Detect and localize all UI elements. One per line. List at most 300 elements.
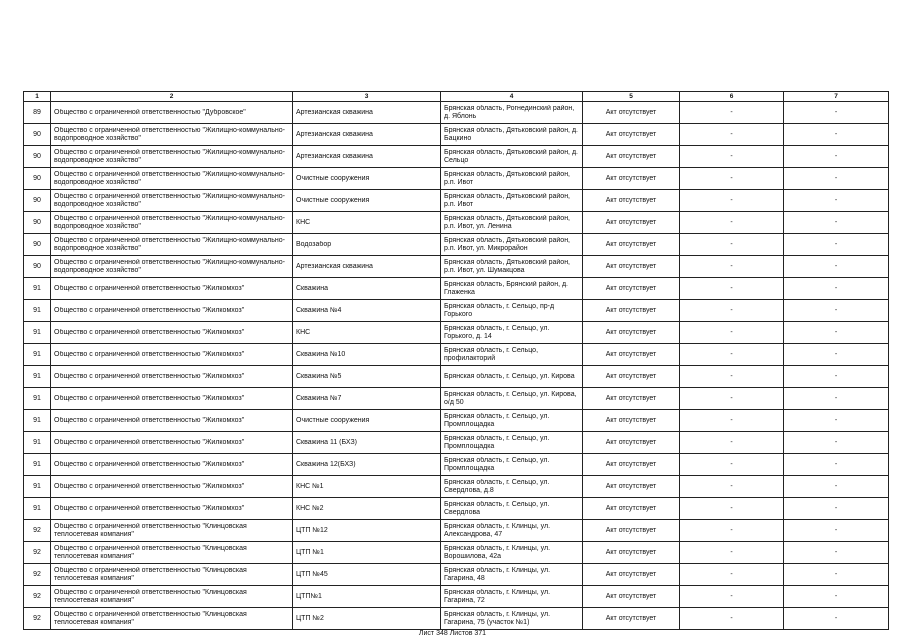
organization-name: Общество с ограниченной ответственностью "Жилкомхоз" (54, 438, 245, 446)
organization-name: Общество с ограниченной ответственностью "Жилищно-коммунально-водопроводное хозяйство" (54, 192, 285, 208)
object-name: КНС №1 (296, 482, 324, 490)
column-6-value-cell (680, 410, 784, 432)
act-status-cell (583, 388, 680, 410)
row-number-cell (24, 300, 51, 322)
organization-name-cell (51, 168, 293, 190)
column-7-value: - (834, 350, 838, 358)
object-address-cell (441, 520, 583, 542)
organization-name: Общество с ограниченной ответственностью "Клинцовская теплосетевая компания" (54, 588, 247, 604)
organization-name: Общество с ограниченной ответственностью "Дубровское" (54, 108, 246, 116)
row-number-cell (24, 564, 51, 586)
object-name: Артезианская скважина (296, 130, 373, 138)
object-name: Скважина (296, 284, 329, 292)
column-7-value: - (834, 482, 838, 490)
object-address: Брянская область, г. Сельцо, ул. Кирова, о/д 50 (444, 390, 577, 406)
organization-name: Общество с ограниченной ответственностью "Жилкомхоз" (54, 372, 245, 380)
row-number-cell (24, 256, 51, 278)
row-number-cell (24, 344, 51, 366)
column-6-value: - (730, 108, 733, 116)
column-6-value-cell (680, 564, 784, 586)
table-row (24, 366, 889, 388)
act-status-cell (583, 212, 680, 234)
column-header-5: 5 (583, 92, 680, 102)
table-row (24, 256, 889, 278)
table-body (24, 102, 889, 630)
table-row (24, 124, 889, 146)
header-row (24, 92, 889, 102)
row-number: 91 (33, 350, 41, 358)
object-name-cell (293, 564, 441, 586)
object-address-cell (441, 366, 583, 388)
object-address: Брянская область, г. Сельцо, профилакторий (444, 346, 539, 362)
organization-name-cell (51, 564, 293, 586)
object-address-cell (441, 168, 583, 190)
column-6-value: - (730, 504, 733, 512)
act-status: Акт отсутствует (605, 284, 657, 292)
act-status-cell (583, 432, 680, 454)
organization-name: Общество с ограниченной ответственностью "Жилкомхоз" (54, 504, 245, 512)
act-status-cell (583, 564, 680, 586)
act-status-cell (583, 344, 680, 366)
table-row (24, 476, 889, 498)
organization-name: Общество с ограниченной ответственностью "Жилищно-коммунально-водопроводное хозяйство" (54, 214, 285, 230)
organization-name-cell (51, 300, 293, 322)
object-address-cell (441, 212, 583, 234)
object-address: Брянская область, Дятьковский район, р.п. Ивот, ул. Ленина (444, 214, 571, 230)
object-name: Очистные сооружения (296, 416, 370, 424)
organization-name: Общество с ограниченной ответственностью "Жилкомхоз" (54, 482, 245, 490)
column-6-value: - (730, 284, 733, 292)
column-7-value-cell (784, 234, 889, 256)
object-name-cell (293, 344, 441, 366)
object-name: КНС №2 (296, 504, 324, 512)
organization-name-cell (51, 344, 293, 366)
row-number-cell (24, 432, 51, 454)
column-7-value: - (834, 504, 838, 512)
act-status: Акт отсутствует (605, 262, 657, 270)
row-number: 91 (33, 306, 41, 314)
object-name: КНС (296, 218, 311, 226)
object-name-cell (293, 498, 441, 520)
table-row (24, 234, 889, 256)
object-name: ЦТП №12 (296, 526, 328, 534)
organization-name-cell (51, 256, 293, 278)
act-status-cell (583, 608, 680, 630)
column-6-value: - (730, 152, 733, 160)
organization-name: Общество с ограниченной ответственностью "Жилкомхоз" (54, 306, 245, 314)
act-status: Акт отсутствует (605, 416, 657, 424)
organization-name-cell (51, 586, 293, 608)
act-status-cell (583, 234, 680, 256)
object-name-cell (293, 432, 441, 454)
column-7-value-cell (784, 322, 889, 344)
organization-name-cell (51, 388, 293, 410)
act-status-cell (583, 586, 680, 608)
column-7-value-cell (784, 278, 889, 300)
column-7-value-cell (784, 344, 889, 366)
act-status-cell (583, 476, 680, 498)
table-row (24, 322, 889, 344)
row-number: 90 (33, 130, 41, 138)
column-7-value-cell (784, 608, 889, 630)
object-address: Брянская область, г. Сельцо, ул. Кирова (444, 372, 575, 380)
column-6-value-cell (680, 300, 784, 322)
column-6-value-cell (680, 542, 784, 564)
row-number-cell (24, 190, 51, 212)
object-address: Брянская область, г. Клинцы, ул. Ворошилова, 42а (444, 544, 551, 560)
object-name: Очистные сооружения (296, 174, 370, 182)
organization-name-cell (51, 102, 293, 124)
act-status-cell (583, 102, 680, 124)
object-name: ЦТП №2 (296, 614, 324, 622)
column-6-value: - (730, 482, 733, 490)
column-7-value: - (834, 526, 838, 534)
organization-name-cell (51, 520, 293, 542)
column-6-value: - (730, 306, 733, 314)
row-number-cell (24, 102, 51, 124)
object-address: Брянская область, Брянский район, д. Глаженка (444, 280, 568, 296)
object-name: Скважина №10 (296, 350, 346, 358)
row-number-cell (24, 124, 51, 146)
column-6-value-cell (680, 432, 784, 454)
object-address: Брянская область, г. Сельцо, пр-д Горького (444, 302, 555, 318)
row-number-cell (24, 542, 51, 564)
column-7-value: - (834, 306, 838, 314)
column-7-value: - (834, 416, 838, 424)
object-address-cell (441, 300, 583, 322)
act-status-cell (583, 322, 680, 344)
object-name-cell (293, 520, 441, 542)
row-number-cell (24, 498, 51, 520)
row-number-cell (24, 278, 51, 300)
column-6-value: - (730, 614, 733, 622)
column-6-value-cell (680, 212, 784, 234)
act-status-cell (583, 366, 680, 388)
organization-name-cell (51, 234, 293, 256)
organization-name-cell (51, 454, 293, 476)
organization-name-cell (51, 278, 293, 300)
table-row (24, 454, 889, 476)
row-number: 91 (33, 438, 41, 446)
column-7-value: - (834, 592, 838, 600)
object-address-cell (441, 586, 583, 608)
row-number: 91 (33, 460, 41, 468)
column-6-value: - (730, 592, 733, 600)
column-6-value: - (730, 262, 733, 270)
column-7-value: - (834, 240, 838, 248)
column-7-value-cell (784, 586, 889, 608)
object-name-cell (293, 256, 441, 278)
column-7-value-cell (784, 542, 889, 564)
table-row (24, 498, 889, 520)
organization-name-cell (51, 190, 293, 212)
organization-name-cell (51, 322, 293, 344)
row-number: 92 (33, 548, 41, 556)
object-address-cell (441, 454, 583, 476)
organization-name: Общество с ограниченной ответственностью "Жилкомхоз" (54, 460, 245, 468)
row-number: 91 (33, 482, 41, 490)
act-status-cell (583, 410, 680, 432)
column-7-value: - (834, 394, 838, 402)
object-name: Очистные сооружения (296, 196, 370, 204)
column-7-value: - (834, 262, 838, 270)
object-name: Скважина 11 (БХЗ) (296, 438, 358, 446)
table-row (24, 542, 889, 564)
object-address: Брянская область, г. Клинцы, ул. Гагарина, 75 (участок №1) (444, 610, 551, 626)
object-address: Брянская область, г. Сельцо, ул. Промплощадка (444, 412, 550, 428)
table-row (24, 586, 889, 608)
column-6-value-cell (680, 278, 784, 300)
object-address: Брянская область, Дятьковский район, д. Бацкино (444, 126, 578, 142)
row-number: 90 (33, 152, 41, 160)
organization-name-cell (51, 432, 293, 454)
table-row (24, 190, 889, 212)
object-name: Артезианская скважина (296, 152, 373, 160)
column-7-value-cell (784, 454, 889, 476)
column-6-value: - (730, 240, 733, 248)
object-address: Брянская область, Дятьковский район, р.п. Ивот, ул. Шумакцова (444, 258, 571, 274)
act-status: Акт отсутствует (605, 394, 657, 402)
act-status: Акт отсутствует (605, 306, 657, 314)
object-address: Брянская область, г. Клинцы, ул. Александрова, 47 (444, 522, 551, 538)
object-address: Брянская область, г. Сельцо, ул. Промплощадка (444, 456, 550, 472)
act-status-cell (583, 124, 680, 146)
column-6-value: - (730, 394, 733, 402)
column-6-value-cell (680, 498, 784, 520)
row-number-cell (24, 608, 51, 630)
organization-name: Общество с ограниченной ответственностью "Клинцовская теплосетевая компания" (54, 544, 247, 560)
object-name: Скважина 12(БХЗ) (296, 460, 356, 468)
object-address-cell (441, 542, 583, 564)
row-number-cell (24, 586, 51, 608)
column-6-value-cell (680, 190, 784, 212)
object-address: Брянская область, г. Клинцы, ул. Гагарина, 72 (444, 588, 551, 604)
column-7-value-cell (784, 432, 889, 454)
act-status: Акт отсутствует (605, 482, 657, 490)
column-7-value-cell (784, 212, 889, 234)
column-header-3: 3 (293, 92, 441, 102)
row-number-cell (24, 388, 51, 410)
row-number: 90 (33, 196, 41, 204)
table-row (24, 146, 889, 168)
row-number: 91 (33, 416, 41, 424)
organization-name: Общество с ограниченной ответственностью "Жилкомхоз" (54, 350, 245, 358)
column-6-value: - (730, 372, 733, 380)
object-address: Брянская область, Дятьковский район, р.п. Ивот (444, 192, 571, 208)
column-6-value-cell (680, 234, 784, 256)
object-address-cell (441, 322, 583, 344)
column-7-value: - (834, 218, 838, 226)
object-address: Брянская область, Дятьковский район, р.п. Ивот, ул. Микрорайон (444, 236, 571, 252)
object-address-cell (441, 278, 583, 300)
column-7-value: - (834, 460, 838, 468)
column-6-value-cell (680, 388, 784, 410)
column-7-value-cell (784, 124, 889, 146)
organization-name: Общество с ограниченной ответственностью "Жилкомхоз" (54, 416, 245, 424)
act-status-cell (583, 256, 680, 278)
act-status: Акт отсутствует (605, 460, 657, 468)
column-7-value: - (834, 372, 838, 380)
row-number: 91 (33, 372, 41, 380)
column-7-value-cell (784, 476, 889, 498)
column-6-value: - (730, 174, 733, 182)
object-name: Артезианская скважина (296, 108, 373, 116)
organization-name: Общество с ограниченной ответственностью "Клинцовская теплосетевая компания" (54, 522, 247, 538)
organization-name: Общество с ограниченной ответственностью "Жилкомхоз" (54, 284, 245, 292)
object-address-cell (441, 608, 583, 630)
column-7-value-cell (784, 146, 889, 168)
organization-name: Общество с ограниченной ответственностью "Жилищно-коммунально-водопроводное хозяйство" (54, 126, 285, 142)
column-6-value-cell (680, 366, 784, 388)
column-6-value-cell (680, 168, 784, 190)
row-number-cell (24, 234, 51, 256)
column-7-value-cell (784, 168, 889, 190)
act-status: Акт отсутствует (605, 218, 657, 226)
object-address: Брянская область, г. Клинцы, ул. Гагарина, 48 (444, 566, 551, 582)
organization-name-cell (51, 410, 293, 432)
column-6-value-cell (680, 256, 784, 278)
table-row (24, 102, 889, 124)
act-status: Акт отсутствует (605, 196, 657, 204)
object-name-cell (293, 388, 441, 410)
object-address: Брянская область, Дятьковский район, р.п. Ивот (444, 170, 571, 186)
object-name: Скважина №4 (296, 306, 342, 314)
act-status: Акт отсутствует (605, 438, 657, 446)
act-status: Акт отсутствует (605, 130, 657, 138)
object-address-cell (441, 102, 583, 124)
column-6-value-cell (680, 586, 784, 608)
column-6-value-cell (680, 146, 784, 168)
organization-name: Общество с ограниченной ответственностью "Жилкомхоз" (54, 394, 245, 402)
column-7-value-cell (784, 256, 889, 278)
table-row (24, 168, 889, 190)
object-name-cell (293, 410, 441, 432)
object-name-cell (293, 168, 441, 190)
object-name-cell (293, 300, 441, 322)
column-header-6: 6 (680, 92, 784, 102)
object-name: ЦТП №45 (296, 570, 328, 578)
column-6-value: - (730, 416, 733, 424)
act-status-cell (583, 278, 680, 300)
object-address-cell (441, 410, 583, 432)
column-7-value: - (834, 108, 838, 116)
object-address-cell (441, 432, 583, 454)
object-address: Брянская область, г. Сельцо, ул. Промплощадка (444, 434, 550, 450)
table-row (24, 300, 889, 322)
column-header-1: 1 (24, 92, 51, 102)
column-6-value: - (730, 438, 733, 446)
row-number-cell (24, 454, 51, 476)
organization-name-cell (51, 542, 293, 564)
object-name: ЦТП№1 (296, 592, 322, 600)
act-status-cell (583, 300, 680, 322)
act-status: Акт отсутствует (605, 592, 657, 600)
object-address-cell (441, 234, 583, 256)
row-number: 91 (33, 284, 41, 292)
table-row (24, 344, 889, 366)
act-status: Акт отсутствует (605, 152, 657, 160)
column-6-value: - (730, 460, 733, 468)
column-7-value-cell (784, 520, 889, 542)
row-number-cell (24, 476, 51, 498)
object-address-cell (441, 146, 583, 168)
row-number: 90 (33, 218, 41, 226)
row-number: 90 (33, 174, 41, 182)
act-status: Акт отсутствует (605, 240, 657, 248)
column-7-value-cell (784, 190, 889, 212)
row-number: 90 (33, 240, 41, 248)
column-7-value: - (834, 328, 838, 336)
column-header-2: 2 (51, 92, 293, 102)
object-address-cell (441, 564, 583, 586)
object-name-cell (293, 476, 441, 498)
column-header-4: 4 (441, 92, 583, 102)
row-number-cell (24, 322, 51, 344)
table-header (24, 92, 889, 102)
organization-name-cell (51, 476, 293, 498)
organization-name-cell (51, 608, 293, 630)
object-name: Артезианская скважина (296, 262, 373, 270)
organization-name-cell (51, 124, 293, 146)
row-number: 92 (33, 526, 41, 534)
object-address-cell (441, 388, 583, 410)
object-name-cell (293, 322, 441, 344)
column-7-value: - (834, 174, 838, 182)
organization-name: Общество с ограниченной ответственностью "Жилищно-коммунально-водопроводное хозяйство" (54, 148, 285, 164)
row-number-cell (24, 410, 51, 432)
column-7-value: - (834, 284, 838, 292)
row-number: 91 (33, 328, 41, 336)
column-6-value: - (730, 130, 733, 138)
column-7-value: - (834, 196, 838, 204)
object-name-cell (293, 542, 441, 564)
act-status-cell (583, 146, 680, 168)
column-7-value-cell (784, 366, 889, 388)
row-number-cell (24, 212, 51, 234)
organization-name: Общество с ограниченной ответственностью "Жилищно-коммунально-водопроводное хозяйство" (54, 170, 285, 186)
column-6-value-cell (680, 102, 784, 124)
column-7-value: - (834, 548, 838, 556)
column-7-value: - (834, 614, 838, 622)
row-number: 89 (33, 108, 41, 116)
table-row (24, 410, 889, 432)
act-status-cell (583, 190, 680, 212)
table-row (24, 520, 889, 542)
object-address: Брянская область, г. Сельцо, ул. Горького, д. 14 (444, 324, 550, 340)
column-6-value: - (730, 350, 733, 358)
object-name-cell (293, 608, 441, 630)
organization-name-cell (51, 212, 293, 234)
row-number-cell (24, 520, 51, 542)
object-name-cell (293, 190, 441, 212)
table-row (24, 388, 889, 410)
act-status-cell (583, 168, 680, 190)
registry-table (23, 91, 889, 630)
column-7-value-cell (784, 102, 889, 124)
object-name-cell (293, 146, 441, 168)
object-address-cell (441, 476, 583, 498)
object-address-cell (441, 124, 583, 146)
object-name-cell (293, 454, 441, 476)
column-6-value: - (730, 526, 733, 534)
column-7-value: - (834, 130, 838, 138)
object-name-cell (293, 212, 441, 234)
object-name-cell (293, 278, 441, 300)
column-6-value: - (730, 570, 733, 578)
act-status: Акт отсутствует (605, 526, 657, 534)
row-number-cell (24, 168, 51, 190)
object-name-cell (293, 234, 441, 256)
